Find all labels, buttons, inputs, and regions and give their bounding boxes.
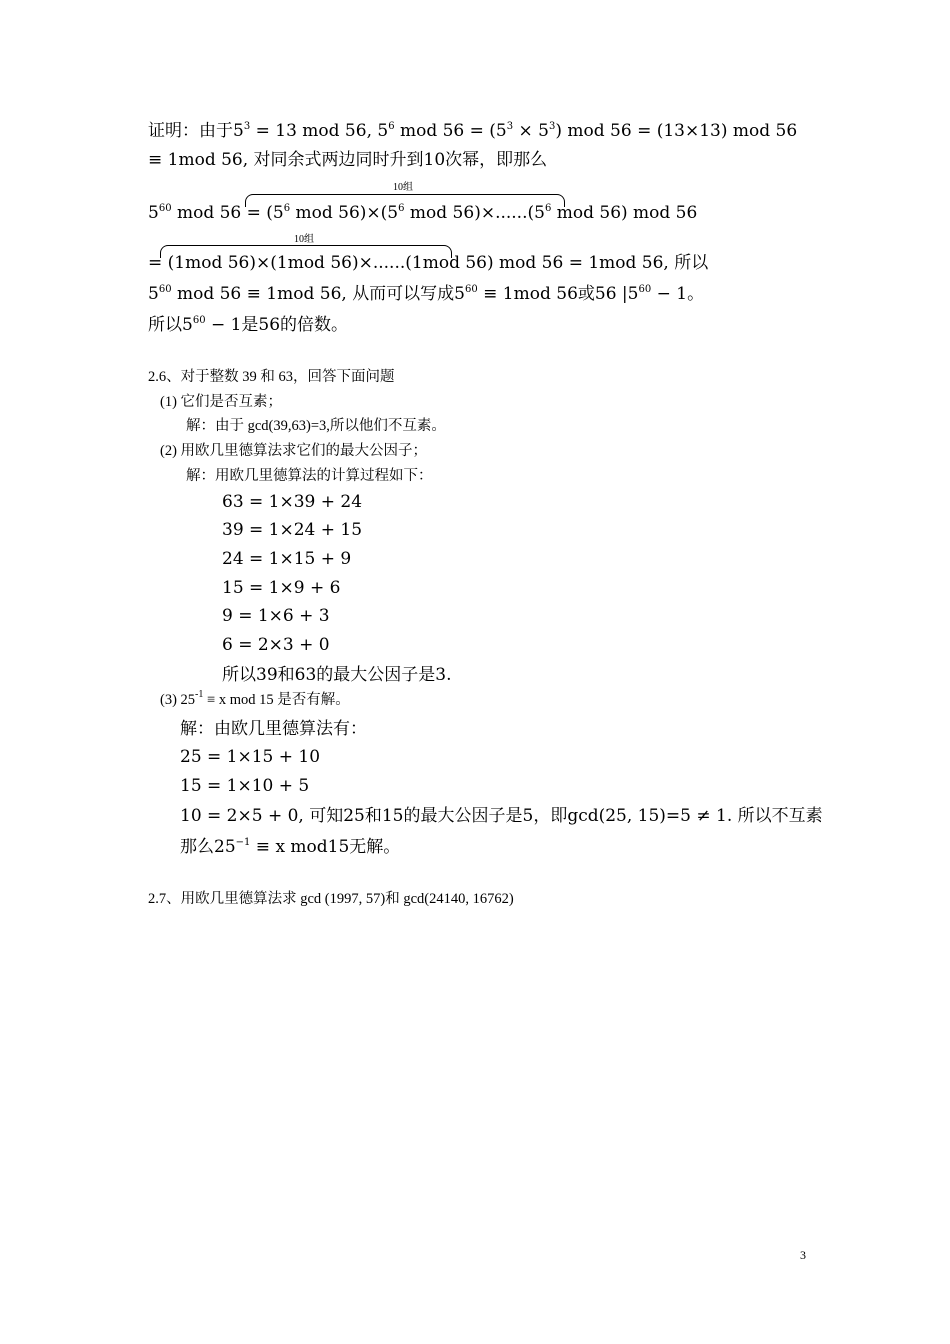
text: ≡ x mod15无解。	[250, 837, 401, 857]
text: mod 56 = (5	[394, 121, 507, 141]
euclid-step: 15 = 1×10 + 5	[180, 776, 310, 796]
text: 所以5	[148, 315, 193, 335]
proof-line-3	[148, 202, 697, 224]
exponent: -1	[195, 689, 204, 700]
euclid-step: 63 = 1×39 + 24	[222, 492, 363, 512]
exponent: 60	[638, 284, 652, 295]
exponent: 6	[388, 121, 395, 132]
exponent: 6	[398, 203, 405, 214]
page-number: 3	[800, 1248, 806, 1262]
euclid-step: 6 = 2×3 + 0	[222, 635, 330, 655]
euclid-step: 10 = 2×5 + 0, 可知25和15的最大公因子是5，即gcd(25, 15)=5 ≠ 1. 所以不互素	[180, 806, 823, 826]
exponent: 3	[506, 121, 514, 132]
text: mod 56)×(5	[290, 203, 399, 223]
text: mod 56 = (5	[171, 203, 284, 223]
text: ) mod 56 = (13×13) mod 56	[555, 121, 798, 141]
q26-part-2-label: (2) 用欧几里德算法求它们的最大公因子；	[160, 443, 428, 459]
text: ≡ 1mod 56或56 |5	[477, 284, 639, 304]
proof-line-1	[148, 120, 797, 142]
euclid-step: 9 = 1×6 + 3	[222, 606, 330, 626]
brace-label: 10组	[294, 234, 314, 245]
exponent: 6	[544, 203, 552, 214]
text: 那么25	[180, 837, 236, 857]
proof-line-6	[148, 314, 348, 336]
exponent: 60	[158, 284, 172, 295]
overbrace-2	[160, 232, 452, 252]
text: − 1是56的倍数。	[205, 315, 349, 335]
text: 证明：由于5	[148, 121, 244, 141]
brace-label: 10组	[393, 182, 413, 193]
exponent: −1	[235, 837, 251, 848]
q26-part-1-answer: 解：由于 gcd(39,63)=3,所以他们不互素。	[186, 418, 446, 434]
exponent: 3	[549, 121, 556, 132]
text: ≡ x mod 15 是否有解。	[203, 692, 350, 708]
exponent: 3	[243, 121, 251, 132]
proof-line-2: ≡ 1mod 56, 对同余式两边同时升到10次幂，即那么	[148, 150, 548, 170]
text: mod 56 ≡ 1mod 56, 从而可以写成5	[171, 284, 466, 304]
exponent: 60	[158, 203, 172, 214]
euclid-step: 15 = 1×9 + 6	[222, 578, 341, 598]
text: (3) 25	[160, 692, 196, 708]
text: − 1。	[651, 284, 705, 304]
q26-part-3-answer: 解：由欧几里德算法有：	[180, 719, 367, 739]
euclid-step: 25 = 1×15 + 10	[180, 747, 321, 767]
euclid-step: 39 = 1×24 + 15	[222, 520, 363, 540]
text: mod 56)×......(5	[404, 203, 545, 223]
q26-part-2-answer: 解：用欧几里德算法的计算过程如下：	[186, 468, 433, 484]
text: = 13 mod 56, 5	[250, 121, 389, 141]
overbrace-1	[245, 180, 565, 202]
question-2-7-title: 2.7、用欧几里德算法求 gcd (1997, 57)和 gcd(24140, 16762)	[148, 891, 514, 907]
text: × 5	[513, 121, 549, 141]
text: 5	[148, 203, 159, 223]
exponent: 60	[192, 315, 206, 326]
proof-line-5	[148, 283, 704, 305]
gcd-conclusion: 所以39和63的最大公因子是3.	[222, 665, 452, 685]
euclid-step: 24 = 1×15 + 9	[222, 549, 352, 569]
text: mod 56) mod 56	[551, 203, 698, 223]
q26-part-1-label: (1) 它们是否互素；	[160, 394, 283, 410]
proof-line-4: = (1mod 56)×(1mod 56)×......(1mod 56) mod 56 = 1mod 56, 所以	[148, 253, 709, 273]
q26-part-3-label	[160, 690, 350, 710]
exponent: 6	[283, 203, 291, 214]
exponent: 60	[465, 284, 478, 295]
final-answer	[180, 836, 400, 858]
question-2-6-title: 2.6、对于整数 39 和 63，回答下面问题	[148, 369, 395, 385]
text: 5	[148, 284, 159, 304]
